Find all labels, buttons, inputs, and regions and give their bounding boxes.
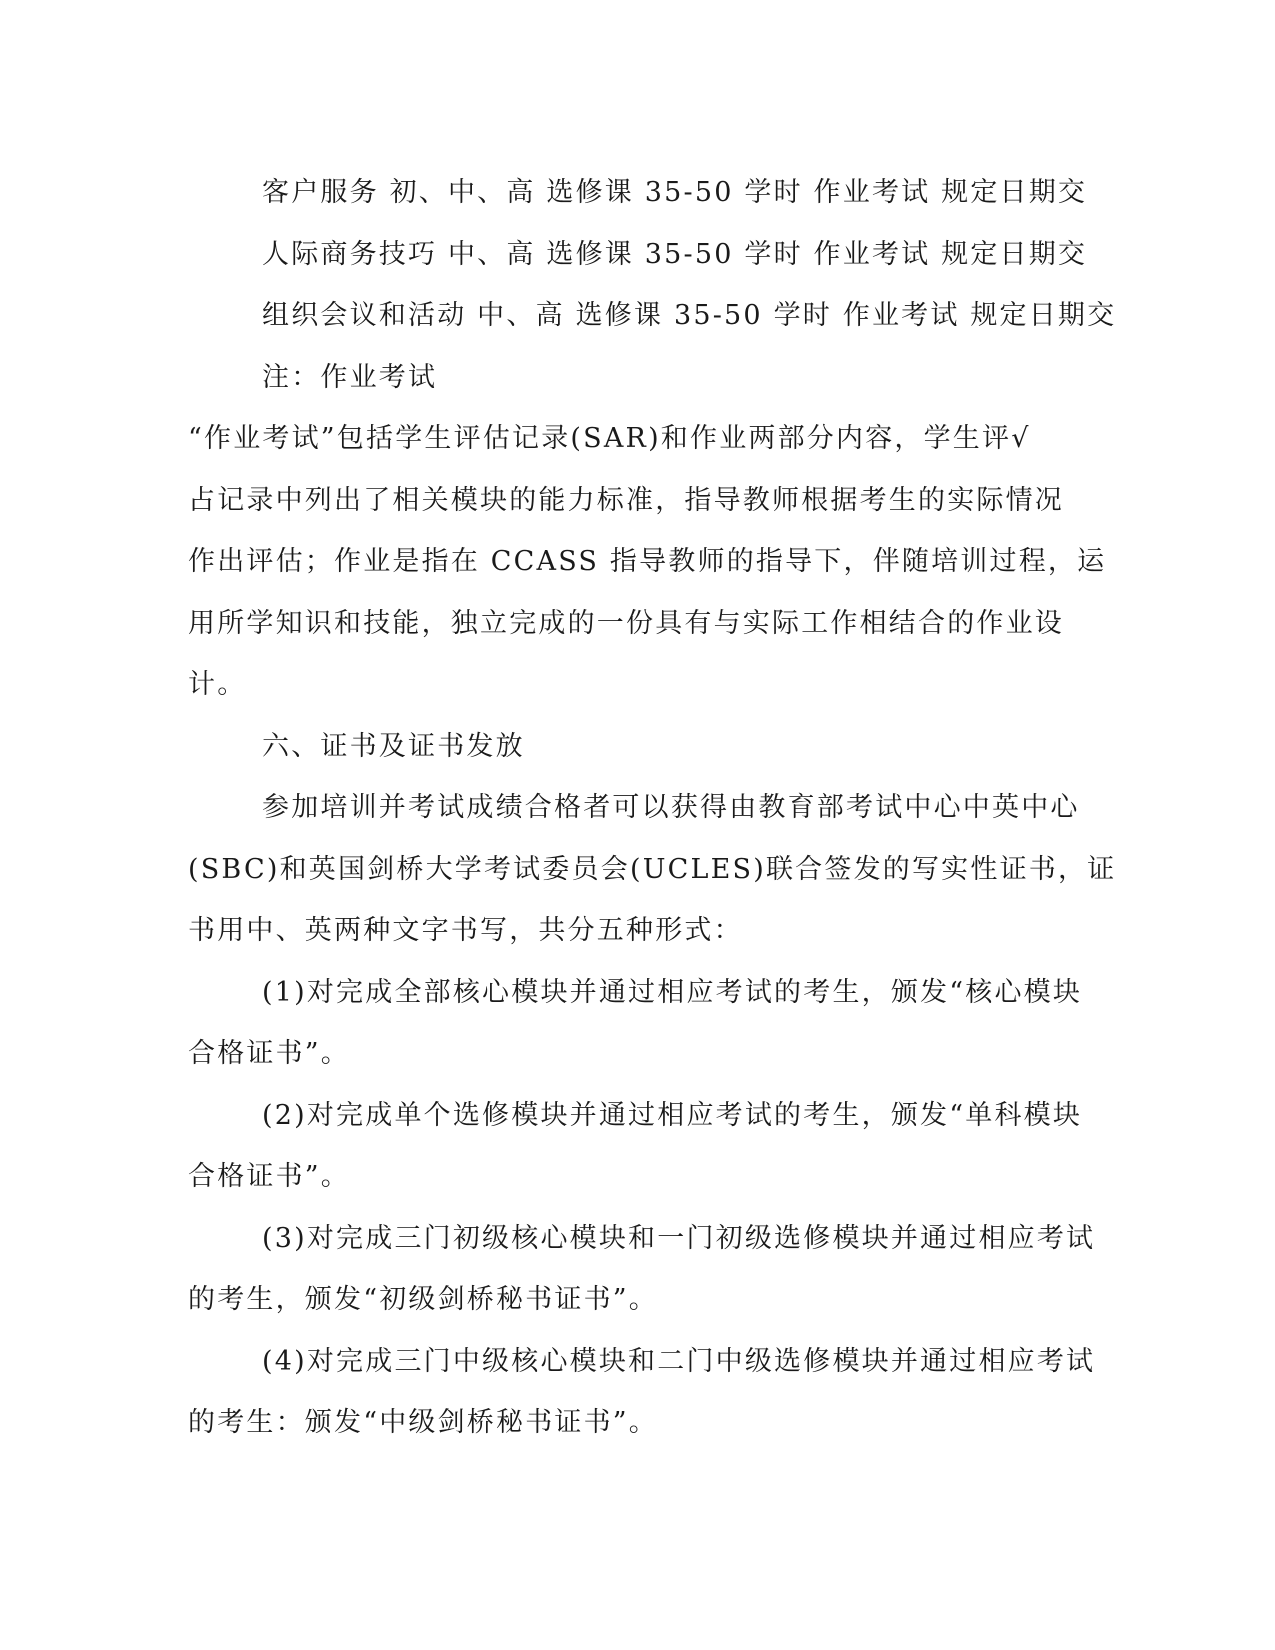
document-body	[188, 162, 1117, 1454]
text-line: 计。	[188, 669, 247, 700]
list-item-text: (3)对完成三门初级核心模块和一门初级选修模块并通过相应考试	[262, 1222, 1096, 1254]
text-line: 书用中、英两种文字书写，共分五种形式：	[188, 915, 743, 946]
text-line: “作业考试”包括学生评估记录(SAR)和作业两部分内容，学生评√	[188, 423, 1031, 454]
text-line: 参加培训并考试成绩合格者可以获得由教育部考试中心中英中心	[262, 792, 1080, 823]
text-line: 人际商务技巧 中、高 选修课 35-50 学时 作业考试 规定日期交	[262, 238, 1088, 270]
text-line: 注：作业考试	[262, 361, 438, 393]
text-line: 客户服务 初、中、高 选修课 35-50 学时 作业考试 规定日期交	[262, 177, 1088, 208]
list-item-text: 的考生：颁发“中级剑桥秘书证书”。	[188, 1407, 659, 1438]
list-item-text: 合格证书”。	[188, 1038, 351, 1069]
text-line: 组织会议和活动 中、高 选修课 35-50 学时 作业考试 规定日期交	[262, 300, 1117, 331]
section-heading: 六、证书及证书发放	[262, 730, 525, 762]
list-item-text: (4)对完成三门中级核心模块和二门中级选修模块并通过相应考试	[262, 1345, 1096, 1377]
text-line: 占记录中列出了相关模块的能力标准，指导教师根据考生的实际情况	[188, 484, 1064, 516]
list-item-text: 的考生，颁发“初级剑桥秘书证书”。	[188, 1284, 659, 1315]
list-item-text: (1)对完成全部核心模块并通过相应考试的考生，颁发“核心模块	[262, 976, 1083, 1008]
list-item-text: (2)对完成单个选修模块并通过相应考试的考生，颁发“单科模块	[262, 1099, 1083, 1131]
text-line: (SBC)和英国剑桥大学考试委员会(UCLES)联合签发的写实性证书，证	[188, 853, 1117, 885]
text-line: 用所学知识和技能，独立完成的一份具有与实际工作相结合的作业设	[188, 607, 1064, 639]
list-item-text: 合格证书”。	[188, 1161, 351, 1192]
text-line: 作出评估；作业是指在 CCASS 指导教师的指导下，伴随培训过程，运	[188, 546, 1107, 577]
